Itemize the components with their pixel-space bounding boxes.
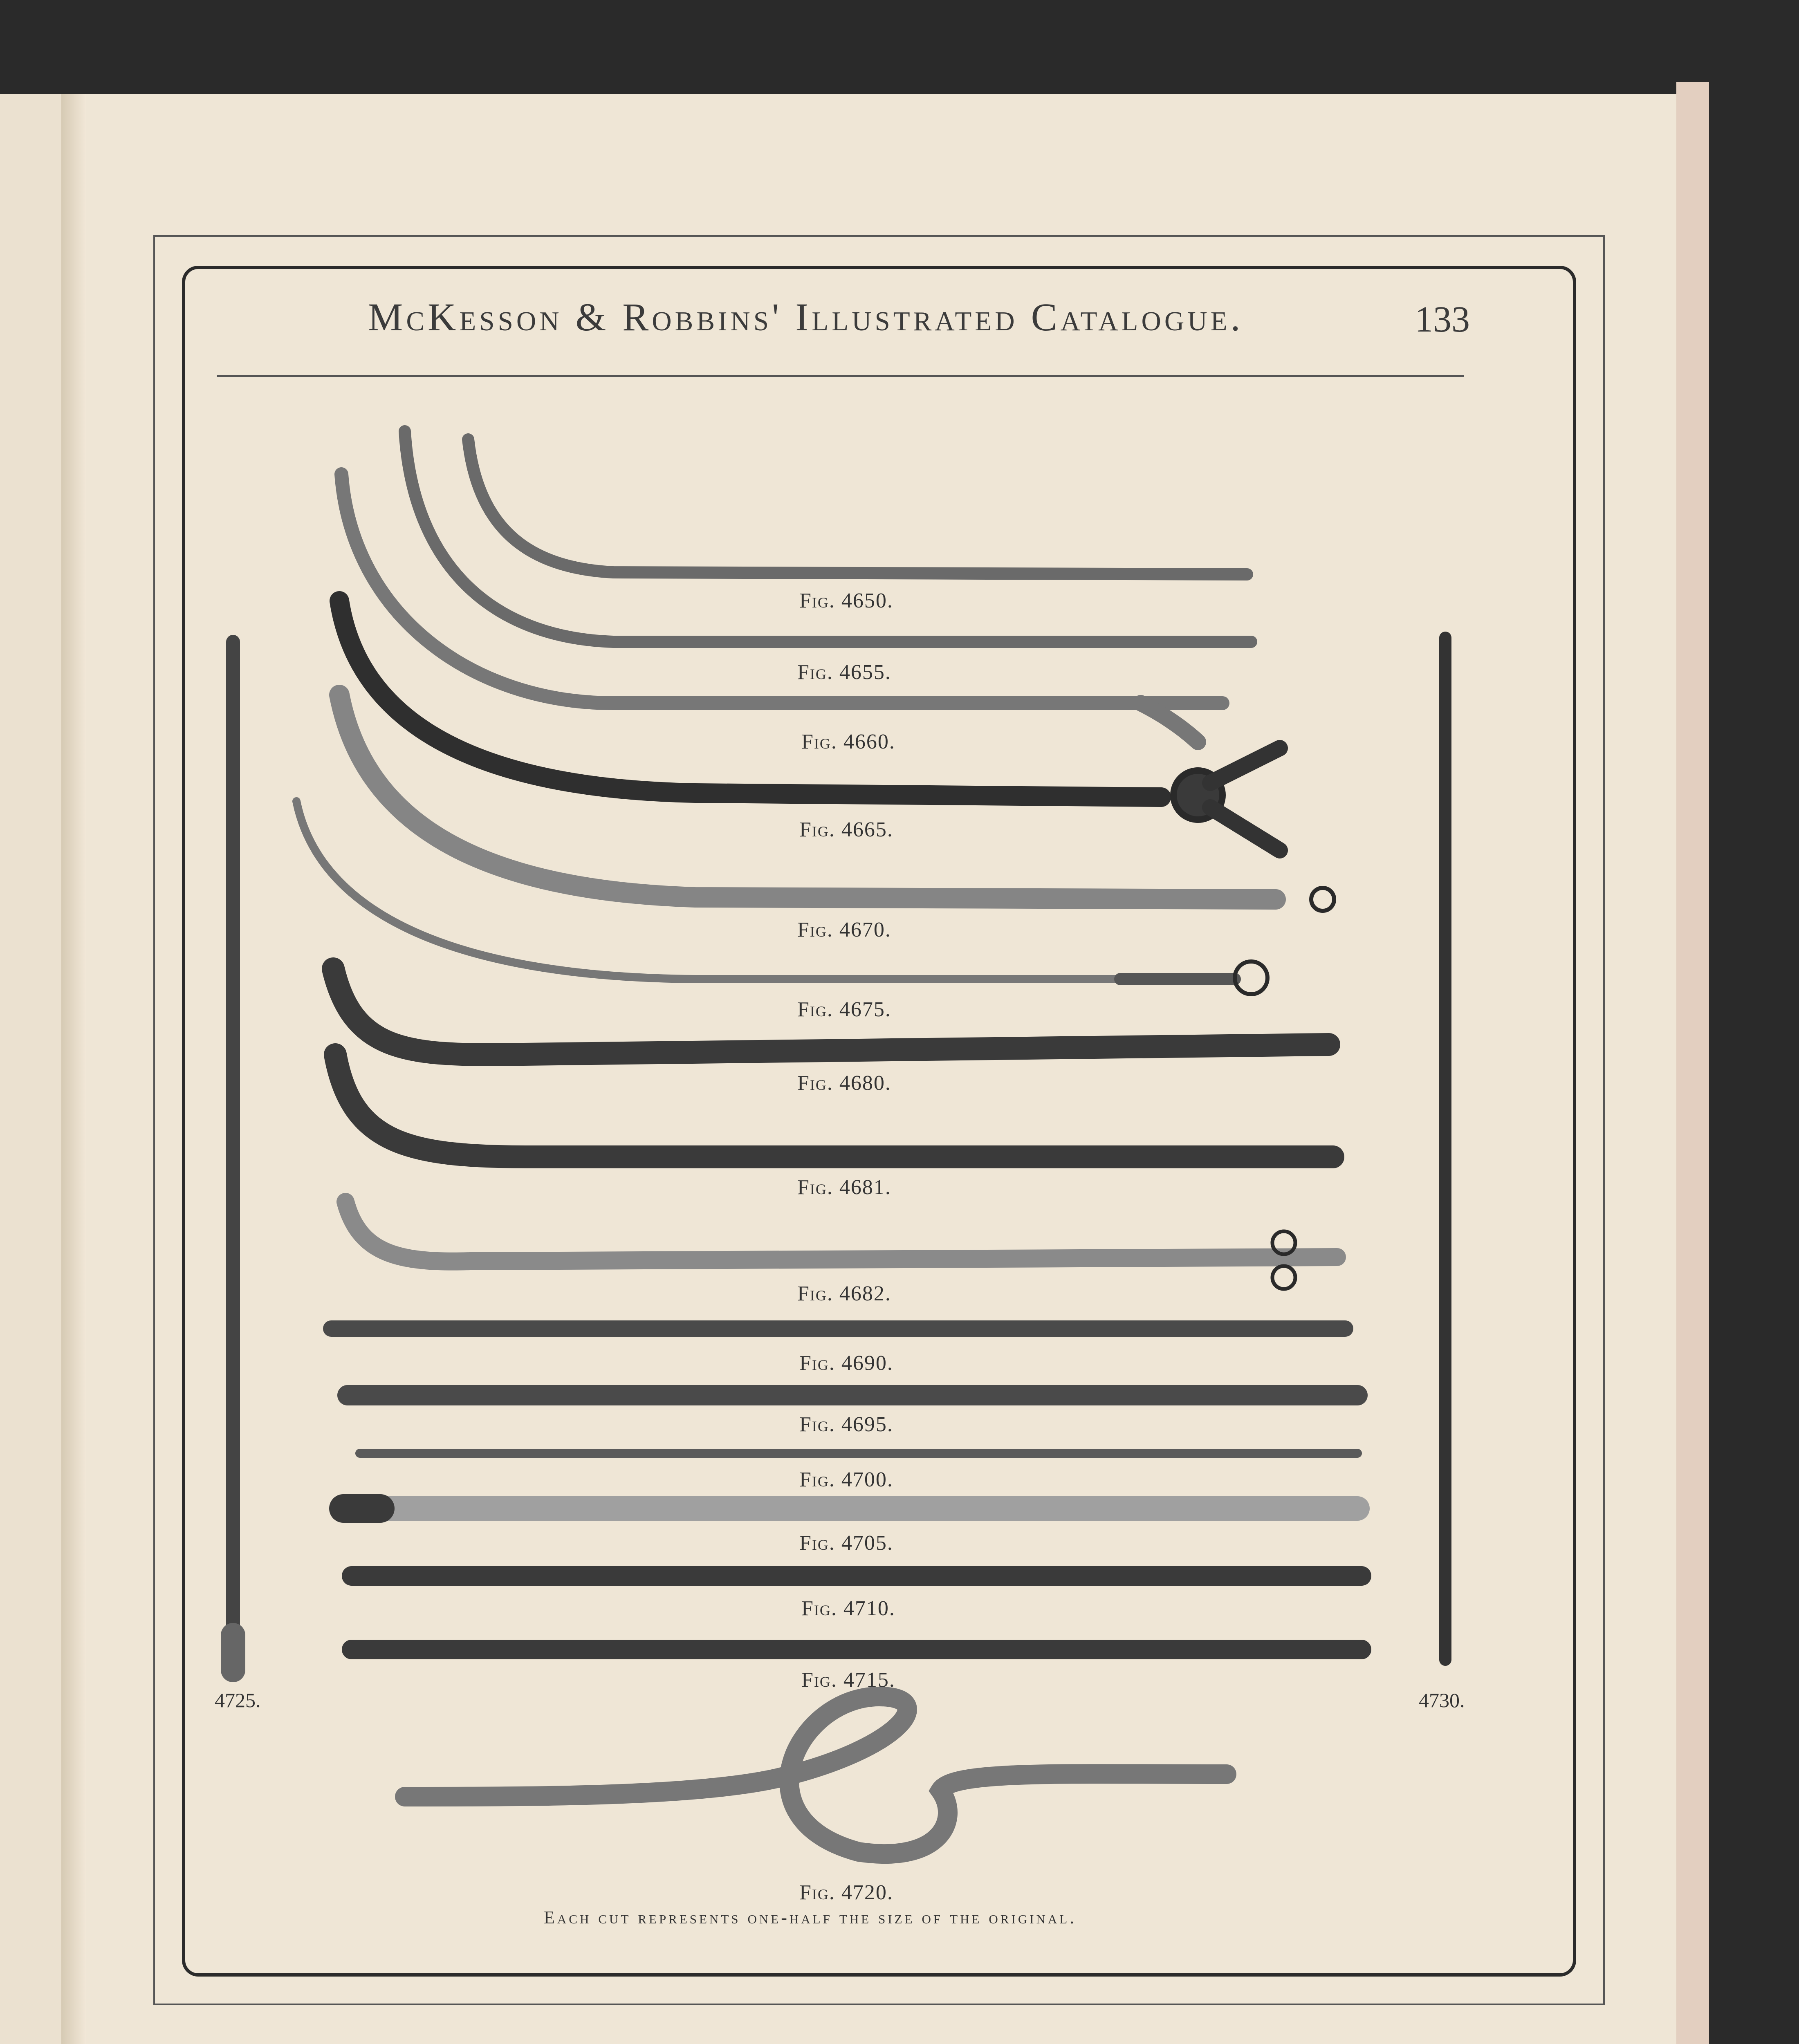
catalogue-title: McKesson & Robbins' Illustrated Catalogue. <box>368 295 1244 339</box>
fig-4720-label: Fig. 4720. <box>799 1881 893 1904</box>
fig-4710-label: Fig. 4710. <box>801 1597 895 1620</box>
footer-note: Each cut represents one-half the size of the original. <box>544 1907 1077 1927</box>
fig-4655-label: Fig. 4655. <box>797 661 891 684</box>
fig-4705-label: Fig. 4705. <box>799 1531 893 1555</box>
fig-4650-label: Fig. 4650. <box>799 589 893 612</box>
page-number: 133 <box>1415 299 1470 340</box>
fig-4670-label: Fig. 4670. <box>797 918 891 941</box>
catheter-4682-ring-bottom <box>1272 1266 1295 1289</box>
catheter-4670-ring <box>1311 888 1334 911</box>
catheter-4650 <box>468 439 1247 574</box>
fig-4675-label: Fig. 4675. <box>797 998 891 1021</box>
staff-4725-label: 4725. <box>215 1689 261 1712</box>
fig-4695-label: Fig. 4695. <box>799 1413 893 1436</box>
fig-4715-label: Fig. 4715. <box>801 1668 895 1692</box>
tube-4720 <box>405 1697 1227 1854</box>
fig-4700-label: Fig. 4700. <box>799 1468 893 1491</box>
catheter-4665-arm-down <box>1210 807 1280 850</box>
catheter-4681 <box>335 1055 1333 1157</box>
fig-4660-label: Fig. 4660. <box>801 730 895 753</box>
catheter-4682 <box>345 1202 1337 1262</box>
fig-4690-label: Fig. 4690. <box>799 1351 893 1375</box>
fig-4682-label: Fig. 4682. <box>797 1282 891 1305</box>
staff-4730-label: 4730. <box>1419 1689 1465 1712</box>
catheter-4665-arm-up <box>1210 748 1280 783</box>
fig-4681-label: Fig. 4681. <box>797 1176 891 1199</box>
fig-4680-label: Fig. 4680. <box>797 1071 891 1095</box>
fig-4665-label: Fig. 4665. <box>799 818 893 841</box>
